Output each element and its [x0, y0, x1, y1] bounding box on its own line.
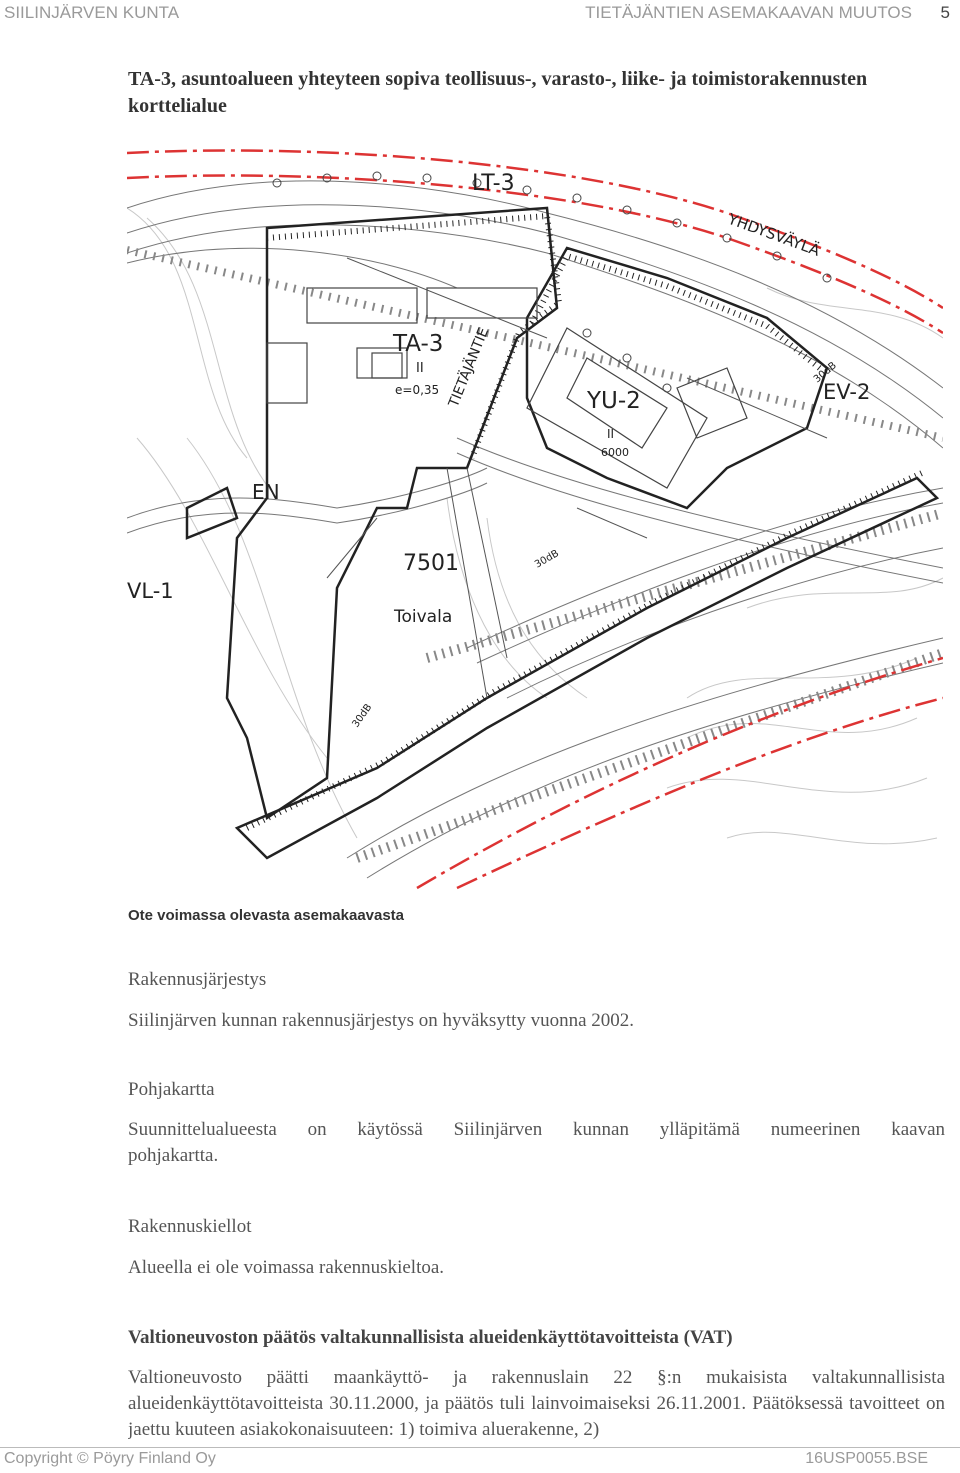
- zoning-map: [127, 138, 943, 890]
- map-labels: [127, 171, 870, 730]
- page-number: 5: [940, 3, 950, 22]
- label-ev2: EV-2: [823, 380, 871, 404]
- label-efficiency: e=0,35: [395, 383, 440, 397]
- label-yu2-area: 6000: [601, 446, 629, 459]
- block-boundaries: [187, 208, 937, 858]
- text-rakennusjarjestys: Siilinjärven kunnan rakennusjärjestys on hyväksytty vuonna 2002.: [128, 1010, 635, 1031]
- header-document-title: TIETÄJÄNTIEN ASEMAKAAVAN MUUTOS: [585, 3, 912, 22]
- header-municipality: SIILINJÄRVEN KUNTA: [4, 3, 180, 22]
- map-caption: Ote voimassa olevasta asemakaavasta: [128, 907, 405, 924]
- heading-pohjakartta: Pohjakartta: [128, 1079, 215, 1100]
- heading-vat: Valtioneuvoston päätös valtakunnallisista alueidenkäyttötavoitteista (VAT): [128, 1327, 733, 1348]
- road-lines: [127, 181, 943, 878]
- section-title: TA-3, asuntoalueen yhteyteen sopiva teollisuus-, varasto-, liike- ja toimistorakennusten korttelialue: [128, 68, 868, 117]
- label-vl1: VL-1: [127, 579, 174, 603]
- text-pohjakartta-line2: pohjakartta.: [128, 1145, 219, 1166]
- label-tietajantie: TIETÄJÄNTIE: [445, 325, 493, 410]
- label-en: EN: [252, 480, 280, 504]
- text-pohjakartta-line1: Suunnittelualueesta on käytössä Siilinjärven kunnan ylläpitämä numeerinen kaavan: [128, 1119, 945, 1140]
- plan-boundary-red: [127, 151, 943, 889]
- label-yu2-floors: II: [607, 427, 615, 441]
- label-ta3: TA-3: [393, 331, 444, 357]
- text-vat: Valtioneuvosto päätti maankäyttö- ja rakennuslain 22 §:n mukaisista valtakunnallisista alueidenkäyttötavoitteista 30.11.2000, ja päätös tuli lainvoimaiseksi 26.11.2001. Päätöksessä tavoitteet on jaettu kuuteen asiakokonaisuuteen: 1) toimiva aluerakenne, 2): [128, 1367, 945, 1440]
- zoning-map-drawing: [127, 138, 943, 890]
- label-noise-1: 30dB: [811, 360, 839, 386]
- heading-rakennusjarjestys: Rakennusjärjestys: [128, 969, 267, 990]
- road-hatching: [127, 250, 943, 858]
- label-yhdysvayla: YHDYSVÄYLÄ: [725, 209, 823, 260]
- label-noise-2: 30dB: [533, 548, 561, 571]
- page-header: [0, 0, 960, 28]
- property-lines: [327, 258, 827, 698]
- label-toivala: Toivala: [394, 607, 453, 627]
- footer-divider: [0, 1447, 960, 1448]
- label-yu2: YU-2: [587, 388, 641, 414]
- footer-copyright: Copyright © Pöyry Finland Oy: [4, 1450, 216, 1467]
- label-lt3: LT-3: [472, 171, 515, 196]
- text-rakennuskiellot: Alueella ei ole voimassa rakennuskieltoa.: [128, 1257, 445, 1278]
- label-noise-3: 30dB: [350, 702, 375, 730]
- label-block-number: 7501: [403, 551, 459, 576]
- label-ta3-floors: II: [416, 361, 424, 376]
- footer-document-code: 16USP0055.BSE: [805, 1450, 928, 1467]
- heading-rakennuskiellot: Rakennuskiellot: [128, 1216, 252, 1237]
